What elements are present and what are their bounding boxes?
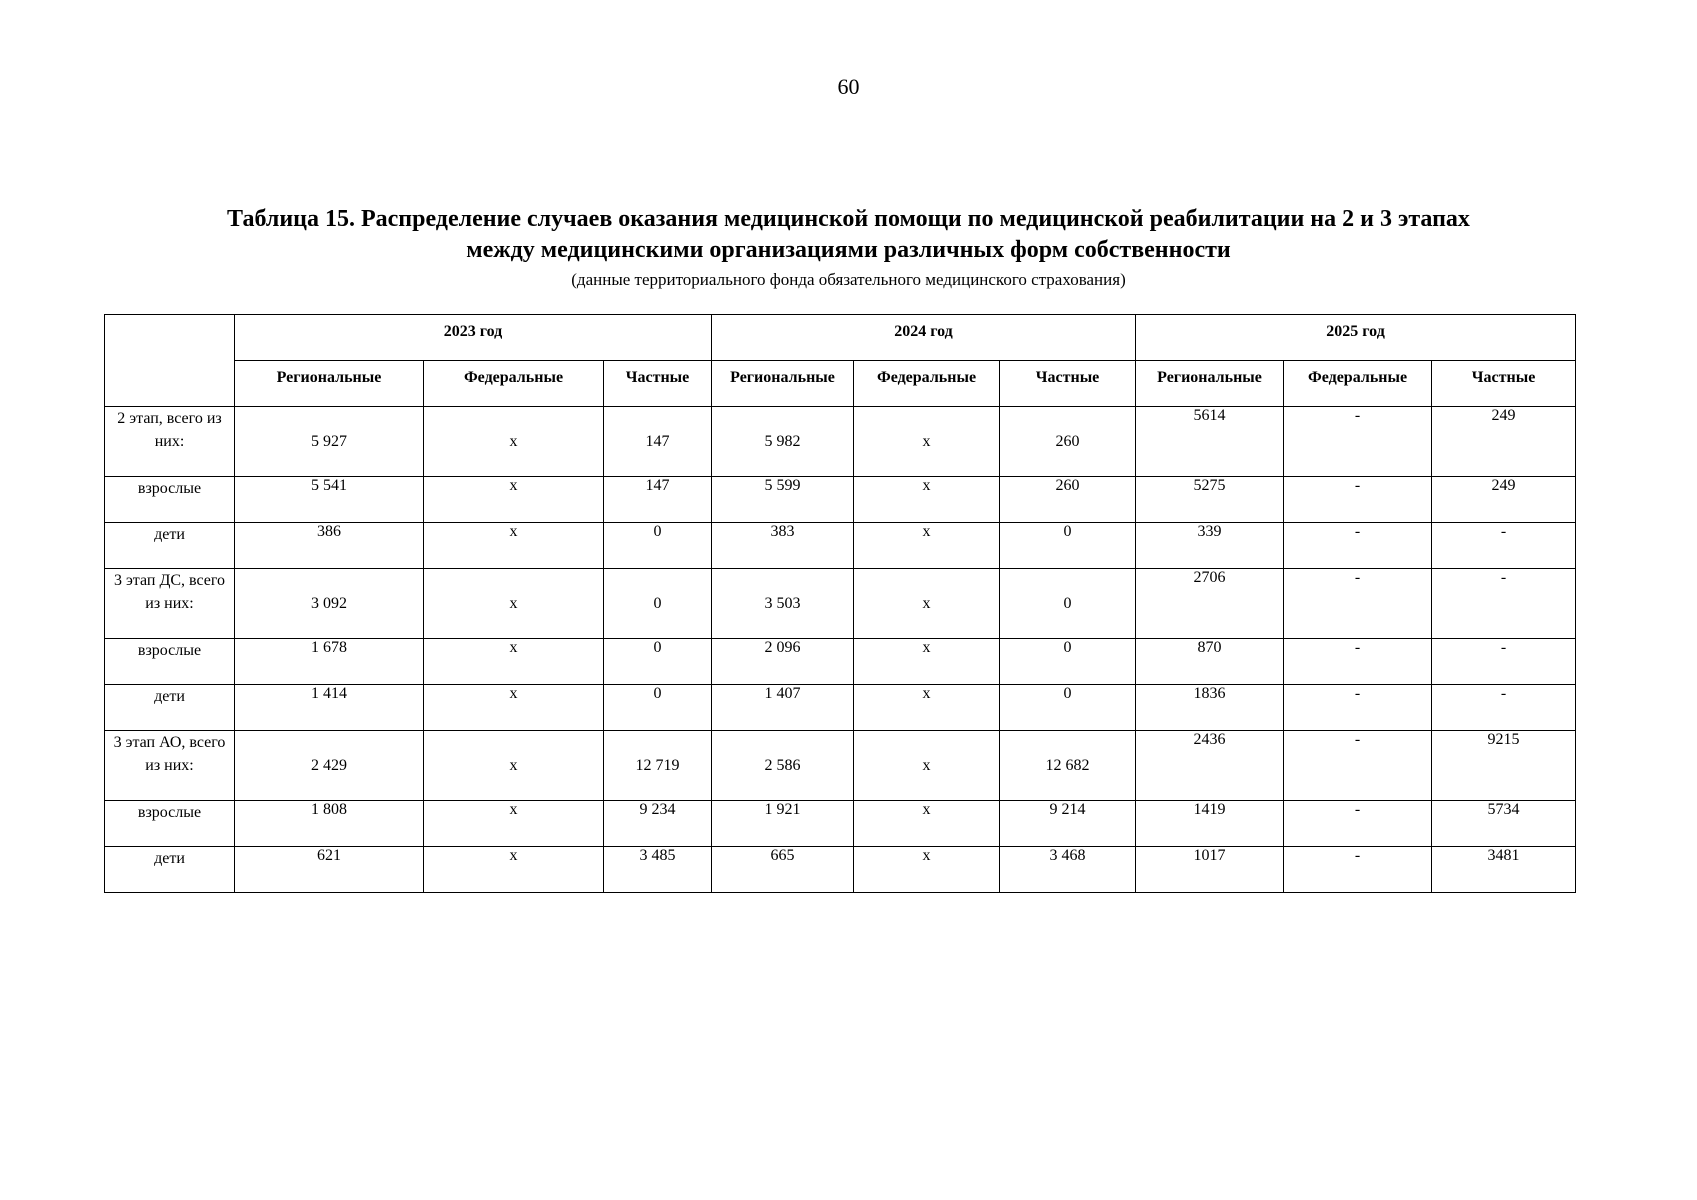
page-number: 60: [837, 74, 860, 99]
table-cell: 3481: [1432, 847, 1576, 893]
table-cell: х: [424, 477, 604, 523]
table-cell: 3 485: [604, 847, 712, 893]
table-cell: х: [854, 685, 1000, 731]
table-cell: 0: [1000, 639, 1136, 685]
table-cell: х: [424, 847, 604, 893]
table-cell: 621: [235, 847, 424, 893]
table-cell: х: [854, 731, 1000, 801]
table-cell: х: [424, 639, 604, 685]
table-row: [105, 569, 1576, 639]
table-cell: 386: [235, 523, 424, 569]
table-cell: 249: [1432, 477, 1576, 523]
table-cell: 260: [1000, 407, 1136, 477]
table-cell: 1017: [1136, 847, 1284, 893]
table-cell: 0: [604, 523, 712, 569]
column-header: Региональные: [235, 361, 424, 407]
table-cell: -: [1284, 639, 1432, 685]
column-header: Федеральные: [1284, 361, 1432, 407]
table-cell: 147: [604, 477, 712, 523]
table-cell: 5 541: [235, 477, 424, 523]
table-cell: -: [1432, 523, 1576, 569]
table-cell: 339: [1136, 523, 1284, 569]
table-cell: 870: [1136, 639, 1284, 685]
table-cell: 1 808: [235, 801, 424, 847]
table-row: [105, 477, 1576, 523]
table-cell: 1 414: [235, 685, 424, 731]
table-cell: -: [1284, 801, 1432, 847]
table-cell: -: [1432, 569, 1576, 639]
row-label: взрослые: [105, 477, 235, 523]
table-cell: -: [1284, 569, 1432, 639]
table-body: [105, 407, 1576, 893]
row-label: 3 этап ДС, всего из них:: [105, 569, 235, 639]
table-cell: 2706: [1136, 569, 1284, 639]
year-header-row: [105, 315, 1576, 361]
table-cell: -: [1284, 407, 1432, 477]
table-cell: 9 214: [1000, 801, 1136, 847]
table-cell: 665: [712, 847, 854, 893]
table-cell: 0: [1000, 523, 1136, 569]
row-label: дети: [105, 847, 235, 893]
column-header: Региональные: [712, 361, 854, 407]
table-row: [105, 847, 1576, 893]
table-cell: 9 234: [604, 801, 712, 847]
table-cell: х: [854, 801, 1000, 847]
ownership-header-row: [105, 361, 1576, 407]
table-cell: 0: [604, 685, 712, 731]
table-cell: 383: [712, 523, 854, 569]
column-header: Частные: [1432, 361, 1576, 407]
table-cell: 0: [1000, 569, 1136, 639]
table-cell: х: [424, 731, 604, 801]
table-row: [105, 523, 1576, 569]
column-header: Федеральные: [424, 361, 604, 407]
table-cell: 0: [1000, 685, 1136, 731]
table-cell: 3 092: [235, 569, 424, 639]
table-cell: -: [1284, 523, 1432, 569]
table-cell: 1 407: [712, 685, 854, 731]
table-cell: х: [854, 569, 1000, 639]
table-cell: 5 982: [712, 407, 854, 477]
table-cell: 3 468: [1000, 847, 1136, 893]
corner-cell: [105, 315, 235, 407]
table-cell: 0: [604, 569, 712, 639]
row-label: дети: [105, 523, 235, 569]
table-cell: х: [424, 569, 604, 639]
column-header: Федеральные: [854, 361, 1000, 407]
table-row: [105, 639, 1576, 685]
table-cell: 1 678: [235, 639, 424, 685]
table-cell: х: [424, 407, 604, 477]
table-cell: х: [854, 523, 1000, 569]
table-cell: 5734: [1432, 801, 1576, 847]
table-cell: х: [424, 523, 604, 569]
column-header: Региональные: [1136, 361, 1284, 407]
table-cell: 2 096: [712, 639, 854, 685]
table-cell: х: [854, 477, 1000, 523]
column-header: Частные: [604, 361, 712, 407]
row-label: 2 этап, всего из них:: [105, 407, 235, 477]
table-cell: 12 682: [1000, 731, 1136, 801]
table-cell: 249: [1432, 407, 1576, 477]
table-title: [0, 204, 1697, 266]
table-cell: 9215: [1432, 731, 1576, 801]
row-label: дети: [105, 685, 235, 731]
table-cell: 2436: [1136, 731, 1284, 801]
table-cell: х: [424, 685, 604, 731]
table-cell: 5614: [1136, 407, 1284, 477]
year-header-2024: 2024 год: [712, 315, 1136, 361]
table-row: [105, 407, 1576, 477]
row-label: взрослые: [105, 639, 235, 685]
table-row: [105, 731, 1576, 801]
table-title-line-2: между медицинскими организациями различных форм собственности: [466, 237, 1231, 263]
table-cell: -: [1284, 731, 1432, 801]
table-cell: х: [854, 847, 1000, 893]
table-cell: х: [854, 407, 1000, 477]
table-cell: х: [424, 801, 604, 847]
table-title-line-1: Таблица 15. Распределение случаев оказания медицинской помощи по медицинской реабилитации на 2 и 3 этапах: [227, 206, 1470, 232]
table-cell: 1419: [1136, 801, 1284, 847]
table-cell: 5 599: [712, 477, 854, 523]
column-header: Частные: [1000, 361, 1136, 407]
row-label: взрослые: [105, 801, 235, 847]
table-cell: 5275: [1136, 477, 1284, 523]
table-cell: 2 586: [712, 731, 854, 801]
table-cell: 1 921: [712, 801, 854, 847]
table-cell: 2 429: [235, 731, 424, 801]
table-cell: -: [1284, 847, 1432, 893]
table-cell: 1836: [1136, 685, 1284, 731]
table-row: [105, 685, 1576, 731]
table-cell: 12 719: [604, 731, 712, 801]
year-header-2023: 2023 год: [235, 315, 712, 361]
table-cell: 260: [1000, 477, 1136, 523]
table-cell: -: [1284, 477, 1432, 523]
table-source-note: (данные территориального фонда обязательного медицинского страхования): [571, 270, 1126, 289]
table-cell: -: [1432, 685, 1576, 731]
year-header-2025: 2025 год: [1136, 315, 1576, 361]
row-label: 3 этап АО, всего из них:: [105, 731, 235, 801]
table-cell: 147: [604, 407, 712, 477]
table-cell: 3 503: [712, 569, 854, 639]
table-cell: 0: [604, 639, 712, 685]
rehabilitation-cases-table: [104, 314, 1576, 893]
table-cell: -: [1432, 639, 1576, 685]
table-cell: -: [1284, 685, 1432, 731]
table-row: [105, 801, 1576, 847]
table-cell: 5 927: [235, 407, 424, 477]
table-cell: х: [854, 639, 1000, 685]
